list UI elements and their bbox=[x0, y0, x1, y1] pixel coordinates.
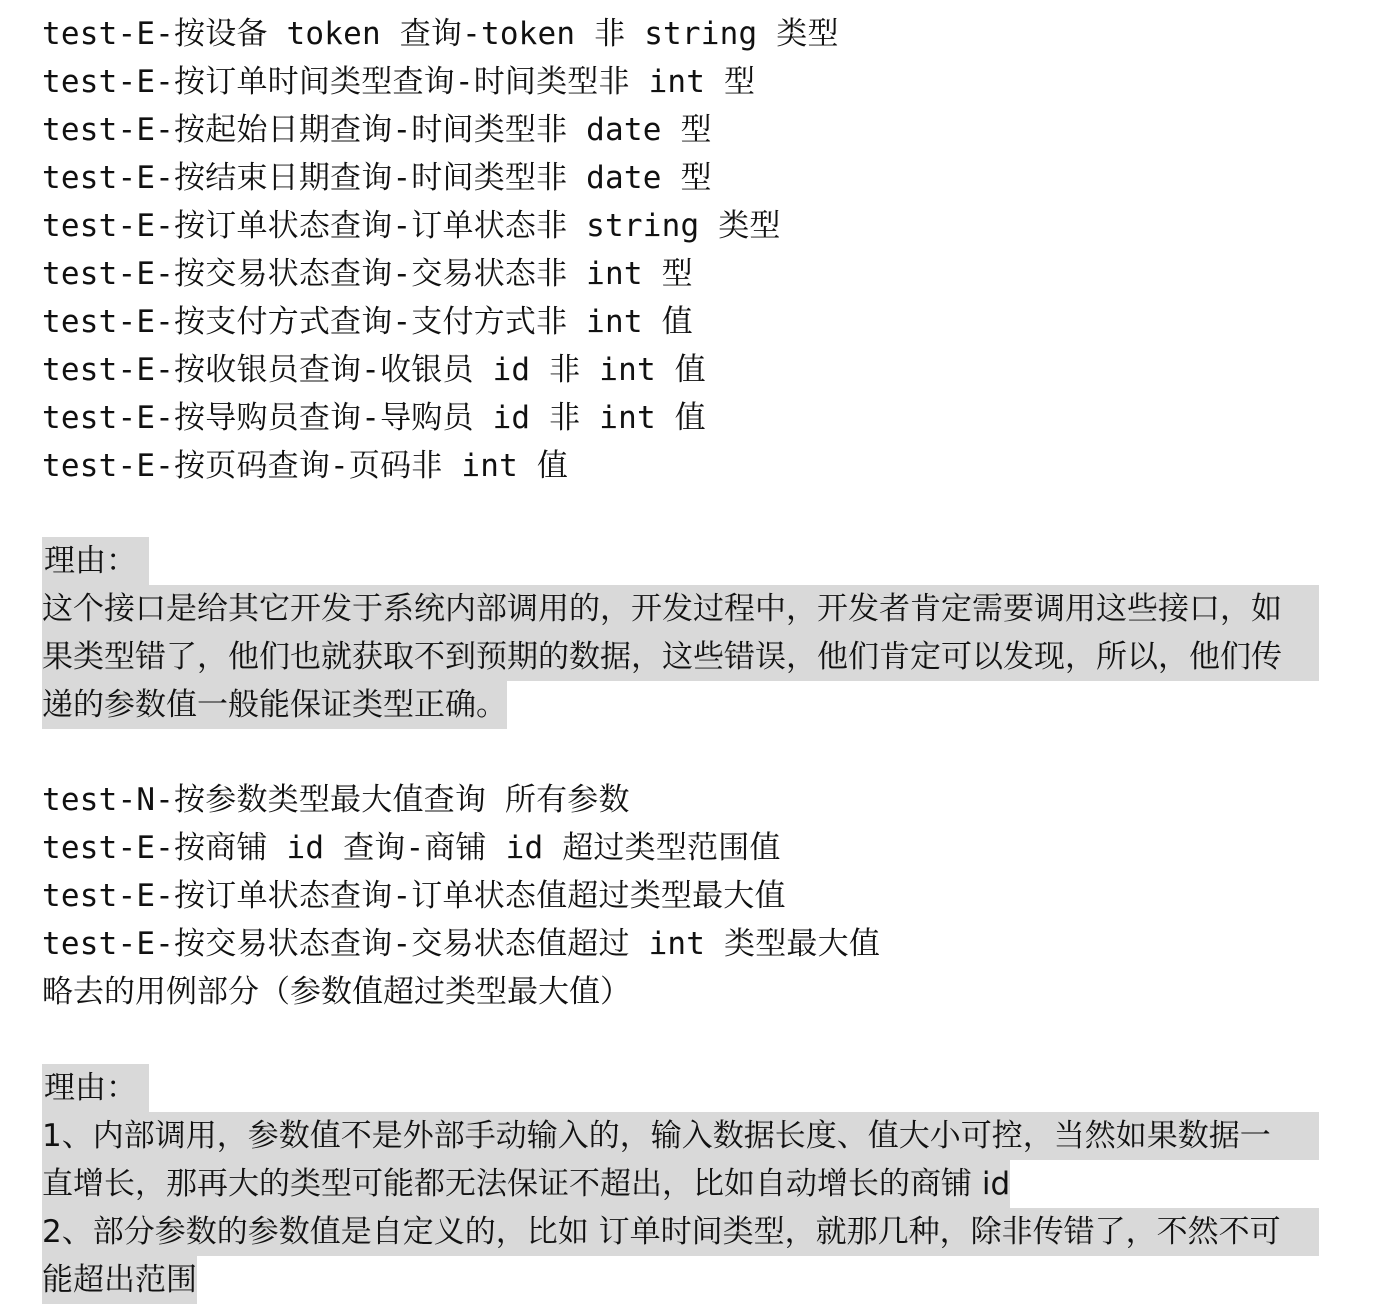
reason-text-line: 果类型错了，他们也就获取不到预期的数据，这些错误，他们肯定可以发现，所以，他们传 bbox=[42, 633, 1319, 681]
test-case-line: test-E-按收银员查询-收银员 id 非 int 值 bbox=[42, 352, 706, 388]
test-case-line: test-E-按订单状态查询-订单状态非 string 类型 bbox=[42, 208, 781, 244]
test-case-line: test-E-按支付方式查询-支付方式非 int 值 bbox=[42, 304, 693, 340]
test-case-line: test-E-按交易状态查询-交易状态非 int 型 bbox=[42, 256, 693, 292]
test-case-line: test-N-按参数类型最大值查询 所有参数 bbox=[42, 782, 630, 818]
reason-text-line: 1、内部调用，参数值不是外部手动输入的，输入数据长度、值大小可控，当然如果数据一 bbox=[42, 1112, 1319, 1160]
test-case-line: test-E-按设备 token 查询-token 非 string 类型 bbox=[42, 16, 839, 52]
reason-text-line: 能超出范围 bbox=[42, 1256, 197, 1304]
test-case-line: test-E-按结束日期查询-时间类型非 date 型 bbox=[42, 160, 712, 196]
reason-text-line: 直增长，那再大的类型可能都无法保证不超出，比如自动增长的商铺 id bbox=[42, 1160, 1010, 1208]
reason-block-2 bbox=[42, 1064, 1332, 1304]
test-case-list-2 bbox=[42, 776, 1332, 1016]
test-case-line: test-E-按订单状态查询-订单状态值超过类型最大值 bbox=[42, 878, 786, 914]
test-case-line: test-E-按导购员查询-导购员 id 非 int 值 bbox=[42, 400, 706, 436]
reason-label: 理由： bbox=[42, 537, 149, 585]
reason-text-line: 递的参数值一般能保证类型正确。 bbox=[42, 681, 507, 729]
test-case-line: test-E-按商铺 id 查询-商铺 id 超过类型范围值 bbox=[42, 830, 781, 866]
reason-block-1 bbox=[42, 537, 1332, 729]
test-case-list-1 bbox=[42, 10, 1332, 490]
test-case-line: test-E-按交易状态查询-交易状态值超过 int 类型最大值 bbox=[42, 926, 881, 962]
omitted-cases-note: 略去的用例部分（参数值超过类型最大值） bbox=[42, 974, 631, 1010]
reason-label: 理由： bbox=[42, 1064, 149, 1112]
test-case-line: test-E-按起始日期查询-时间类型非 date 型 bbox=[42, 112, 712, 148]
test-case-line: test-E-按订单时间类型查询-时间类型非 int 型 bbox=[42, 64, 756, 100]
test-case-line: test-E-按页码查询-页码非 int 值 bbox=[42, 448, 569, 484]
reason-text-line: 2、部分参数的参数值是自定义的，比如 订单时间类型，就那几种，除非传错了，不然不可 bbox=[42, 1208, 1319, 1256]
reason-text-line: 这个接口是给其它开发于系统内部调用的，开发过程中，开发者肯定需要调用这些接口，如 bbox=[42, 585, 1319, 633]
